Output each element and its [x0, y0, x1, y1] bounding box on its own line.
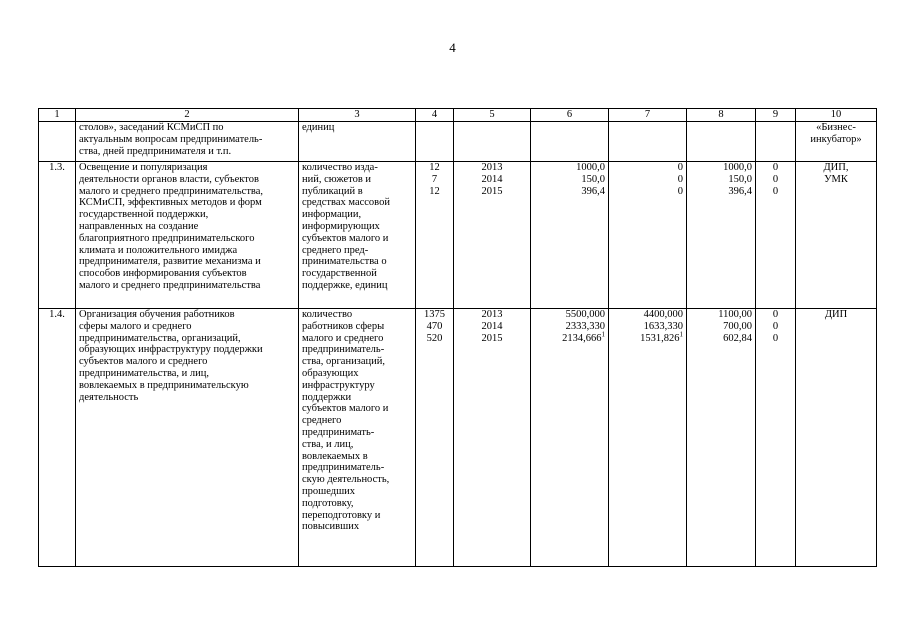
indicator-description-line: работников сферы	[302, 320, 385, 332]
column-header: 3	[299, 109, 416, 122]
indicator-description-line: государственной	[302, 268, 377, 280]
indicator-description-line: средствах массовой	[302, 197, 390, 209]
column-number-header-row	[39, 109, 877, 122]
column-header: 4	[416, 109, 454, 122]
other-funding	[756, 122, 796, 162]
activity-description-line: вовлекаемых в предпринимательскую	[79, 379, 249, 391]
year-line: 2013	[481, 309, 503, 320]
indicator-description-line: подготовку,	[302, 497, 354, 509]
regional-funding-line: 602,84	[723, 332, 752, 344]
indicator-description	[299, 162, 416, 309]
regional-funding	[687, 162, 756, 309]
indicator-description-line: предпринимать-	[302, 426, 375, 438]
activity-description-line: предпринимателя, развитие механизма и	[79, 256, 261, 268]
program-activities-table	[38, 108, 877, 567]
activity-description-line: образующих инфраструктуру поддержки	[79, 344, 263, 356]
column-header: 9	[756, 109, 796, 122]
column-header: 2	[76, 109, 299, 122]
indicator-quantity	[416, 309, 454, 567]
indicator-description-line: переподготовку и	[302, 509, 381, 521]
executor-line: инкубатор»	[810, 133, 862, 145]
activity-description-line: способов информирования субъектов	[79, 268, 247, 280]
activity-description	[76, 309, 299, 567]
activity-description-line: деятельность	[79, 391, 139, 403]
executor	[796, 122, 877, 162]
indicator-quantity-line: 470	[426, 320, 443, 332]
column-header: 7	[609, 109, 687, 122]
federal-funding-line: 0	[677, 162, 683, 173]
federal-funding-line: 0	[677, 173, 683, 185]
indicator-quantity-line: 12	[429, 162, 440, 173]
column-header: 1	[39, 109, 76, 122]
year	[454, 162, 531, 309]
executor-line: «Бизнес-	[816, 122, 856, 133]
activity-description-line: государственной поддержки,	[79, 209, 209, 221]
total-funding	[531, 162, 609, 309]
other-funding-line: 0	[772, 309, 779, 320]
indicator-description-line: повысивших	[302, 521, 360, 533]
activity-description-line: субъектов малого и среднего	[79, 356, 208, 368]
indicator-description-line: среднего	[302, 415, 342, 427]
executor-line: ДИП	[824, 309, 848, 320]
activity-description-line: малого и среднего предпринимательства,	[79, 185, 264, 197]
year-line: 2013	[481, 162, 503, 173]
activity-description-line: ства, дней предпринимателя и т.п.	[79, 145, 232, 157]
indicator-description-line: скую деятельность,	[302, 474, 390, 486]
year	[454, 309, 531, 567]
executor	[796, 309, 877, 567]
year-line: 2015	[481, 332, 503, 344]
activity-description-line: климата и положительного имиджа	[79, 244, 238, 256]
indicator-quantity-line: 1375	[424, 309, 445, 320]
column-header: 5	[454, 109, 531, 122]
indicator-description-line: принимательства о	[302, 256, 387, 268]
indicator-description	[299, 309, 416, 567]
federal-funding-line: 4400,000	[643, 309, 683, 320]
other-funding-line: 0	[772, 185, 779, 197]
indicator-description-line: субъектов малого и	[302, 232, 389, 244]
activity-description-line: столов», заседаний КСМиСП по	[79, 122, 224, 133]
indicator-description-line: ний, сюжетов и	[302, 173, 372, 185]
activity-description-line: деятельности органов власти, субъектов	[79, 173, 259, 185]
activity-description-line: актуальным вопросам предприниматель-	[79, 133, 263, 145]
other-funding-line: 0	[772, 320, 779, 332]
other-funding-line: 0	[772, 332, 779, 344]
regional-funding-line: 1100,00	[718, 309, 752, 320]
indicator-description-line: единиц	[302, 122, 335, 133]
indicator-quantity-line: 520	[426, 332, 443, 344]
year	[454, 122, 531, 162]
footnote-marker: 1	[601, 330, 605, 339]
activity-description-line: КСМиСП, эффективных методов и форм	[79, 197, 262, 209]
regional-funding-line: 1000,0	[723, 162, 752, 173]
item-number: 1.4.	[39, 309, 76, 567]
item-number	[39, 122, 76, 162]
federal-funding	[609, 309, 687, 567]
indicator-description-line: поддержке, единиц	[302, 279, 388, 291]
indicator-description-line: прошедших	[302, 485, 356, 497]
activity-description-line: предпринимательства, и лиц,	[79, 367, 210, 379]
indicator-quantity-line: 7	[431, 173, 438, 185]
indicator-description-line: ства, и лиц,	[302, 438, 354, 450]
indicator-description-line: среднего пред-	[302, 244, 369, 256]
regional-funding-line: 150,0	[728, 173, 752, 185]
indicator-description-line: ства, организаций,	[302, 356, 385, 368]
other-funding	[756, 162, 796, 309]
indicator-description-line: публикаций в	[302, 185, 363, 197]
indicator-description-line: малого и среднего	[302, 332, 384, 344]
indicator-description-line: образующих	[302, 367, 359, 379]
indicator-description-line: субъектов малого и	[302, 403, 389, 415]
year-line: 2014	[481, 173, 503, 185]
indicator-quantity	[416, 122, 454, 162]
total-funding-line: 5500,000	[565, 309, 605, 320]
total-funding	[531, 122, 609, 162]
federal-funding-line: 0	[677, 185, 683, 197]
total-funding-line: 2333,330	[565, 320, 605, 332]
table-row	[39, 162, 877, 309]
year-line: 2014	[481, 320, 503, 332]
indicator-description-line: количество изда-	[302, 162, 378, 173]
activity-description-line: благоприятного предпринимательского	[79, 232, 255, 244]
indicator-description-line: поддержки	[302, 391, 352, 403]
indicator-description-line: предприниматель-	[302, 462, 385, 474]
regional-funding-line: 396,4	[728, 185, 752, 197]
activity-description-line: малого и среднего предпринимательства	[79, 279, 261, 291]
indicator-description-line: вовлекаемых в	[302, 450, 368, 462]
indicator-quantity	[416, 162, 454, 309]
regional-funding	[687, 122, 756, 162]
activity-description-line: сферы малого и среднего	[79, 320, 192, 332]
item-number: 1.3.	[39, 162, 76, 309]
indicator-description	[299, 122, 416, 162]
activity-description-line: Освещение и популяризация	[79, 162, 208, 173]
executor-line: УМК	[824, 173, 848, 185]
indicator-description-line: информации,	[302, 209, 362, 221]
total-funding	[531, 309, 609, 567]
column-header: 6	[531, 109, 609, 122]
regional-funding	[687, 309, 756, 567]
federal-funding	[609, 162, 687, 309]
regional-funding-line: 700,00	[723, 320, 752, 332]
total-funding-line: 1000,0	[576, 162, 605, 173]
other-funding	[756, 309, 796, 567]
activity-description-line: Организация обучения работников	[79, 309, 235, 320]
page-number: 4	[449, 40, 456, 55]
indicator-quantity-line: 12	[429, 185, 440, 197]
executor-line: ДИП,	[823, 162, 849, 173]
federal-funding	[609, 122, 687, 162]
indicator-description-line: предприниматель-	[302, 344, 385, 356]
table-row	[39, 309, 877, 567]
activity-description	[76, 122, 299, 162]
other-funding-line: 0	[772, 162, 779, 173]
activity-description	[76, 162, 299, 309]
column-header: 8	[687, 109, 756, 122]
other-funding-line: 0	[772, 173, 779, 185]
activity-description-line: направленных на создание	[79, 220, 199, 232]
total-funding-line: 396,4	[581, 185, 605, 197]
indicator-description-line: информирующих	[302, 220, 380, 232]
activity-description-line: предпринимательства, организаций,	[79, 332, 241, 344]
federal-funding-line: 1531,826$^1$	[640, 330, 683, 344]
year-line: 2015	[481, 185, 503, 197]
indicator-description-line: инфраструктуру	[302, 379, 375, 391]
footnote-marker: 1	[679, 330, 683, 339]
column-header: 10	[796, 109, 877, 122]
total-funding-line: 2134,666$^1$	[562, 330, 605, 344]
table-row	[39, 122, 877, 162]
indicator-description-line: количество	[302, 309, 353, 320]
executor	[796, 162, 877, 309]
federal-funding-line: 1633,330	[643, 320, 683, 332]
total-funding-line: 150,0	[581, 173, 605, 185]
